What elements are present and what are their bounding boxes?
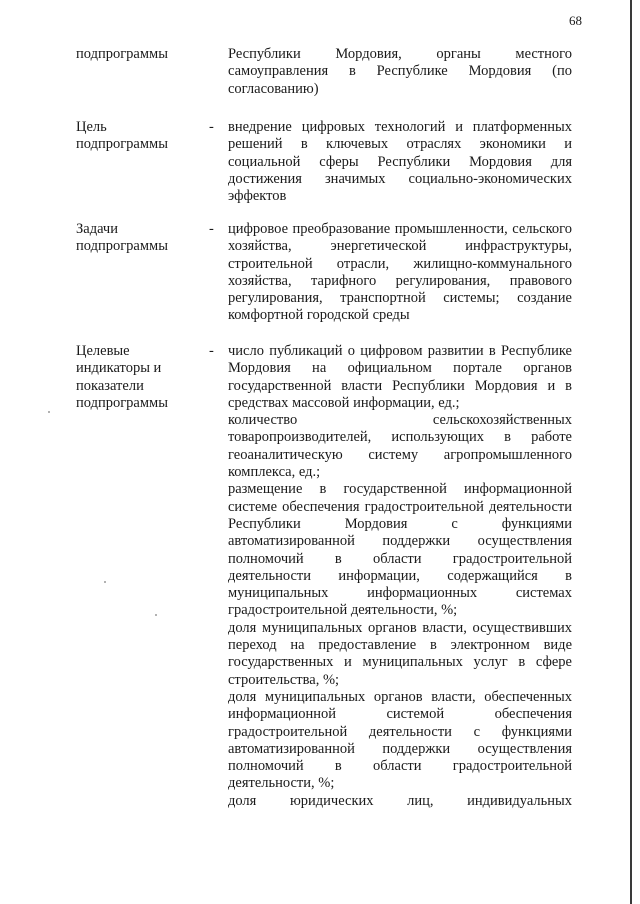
row-content: внедрение цифровых технологий и платформенных решений в ключевых отраслях экономики и социальной сферы Республики Мордовия для достижения значимых социально-экономических эффектов [228, 119, 572, 205]
row-content: Республики Мордовия, органы местного самоуправления в Республике Мордовия (по согласованию) [228, 46, 572, 97]
row-content: цифровое преобразование промышленности, сельского хозяйства, энергетической инфраструктуры, строительной отрасли, жилищно-коммунального хозяйства, тарифного регулирования, правового регулирования, транспортной системы; создание комфортной городской среды [228, 221, 572, 324]
indicator-item: доля муниципальных органов власти, осуществивших переход на предоставление в электронном виде государственных и муниципальных услуг в сфере строительства, %; [228, 619, 572, 688]
scan-speck [104, 581, 106, 583]
row-dash: - [209, 343, 214, 359]
row-content [228, 343, 572, 810]
scan-edge-line [630, 0, 632, 904]
row-label: Цель подпрограммы [76, 119, 168, 153]
indicator-item: размещение в государственной информационной системе обеспечения градостроительной деятельности Республики Мордовия с функциями автоматизированной поддержки осуществления полномочий в области градостроительной деятельности информации, содержащийся в муниципальных информационных системах градостроительной деятельности, %; [228, 481, 572, 619]
page-number: 68 [569, 13, 582, 28]
indicator-item: доля муниципальных органов власти, обеспеченных информационной системой обеспечения градостроительной деятельности с функциями автоматизированной поддержки осуществления полномочий в области градостроительной деятельности, %; [228, 688, 572, 792]
row-dash: - [209, 221, 214, 237]
row-dash: - [209, 119, 214, 135]
row-label: Задачи подпрограммы [76, 221, 168, 255]
row-label: Целевые индикаторы и показатели подпрограммы [76, 343, 168, 411]
indicator-item: число публикаций о цифровом развитии в Республике Мордовия на официальном портале органов государственной власти Республики Мордовия и в средствах массовой информации, ед.; [228, 343, 572, 411]
scan-speck [48, 411, 50, 413]
indicator-item: доля юридических лиц, индивидуальных [228, 792, 572, 809]
scan-speck [155, 614, 157, 616]
indicator-item: количество сельскохозяйственных товаропроизводителей, использующих в работе геоаналитическую систему агропромышленного комплекса, ед.; [228, 412, 572, 481]
row-label: подпрограммы [76, 46, 168, 62]
